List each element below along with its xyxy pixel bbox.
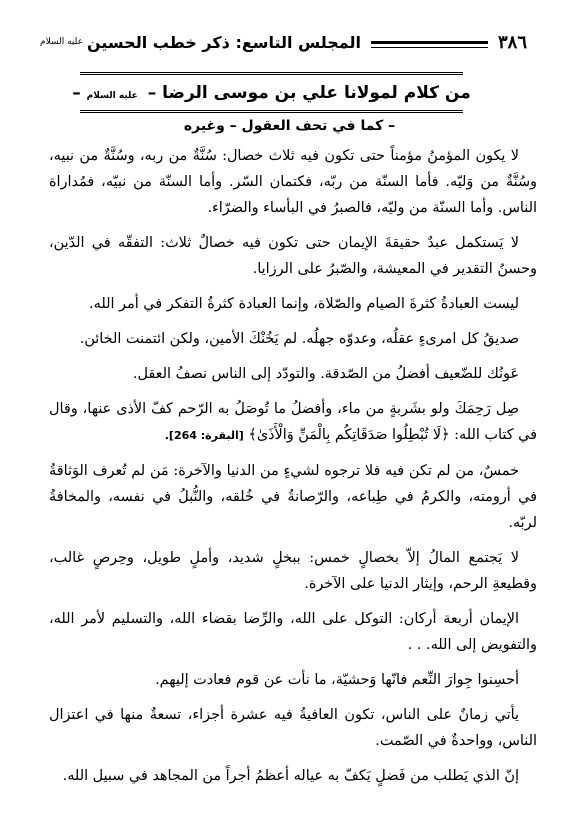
quran-citation: [البقرة: 264]. — [164, 429, 244, 442]
honorific-glyph: عليه السلام — [40, 37, 83, 47]
paragraph: لا يكون المؤمنُ مؤمناً حتى تكون فيه ثلاث خصال: سُنَّةٌ من ربه، وسُنَّةٌ من نبيه، وسُنَّةٌ من وَليّه. فأما السنّة من ربّه، فكتمان السّر. وأما السنّة من نبيّه، فمُداراة الناس. وأما السنّة من وليّه، فالصبرُ في البأساء والضرّاء. — [49, 148, 537, 216]
paragraph: لا يَجتمع المالُ إلاّ بخصالٍ خمس: ببخلٍ شديد، وأملٍ طويل، وحِرصٍ غالب، وقطيعةِ الرحم، وإيثار الدنيا على الآخرة. — [49, 550, 537, 592]
paragraph: صديقُ كل امرىءٍ عقلُه، وعدوّه جهلُه. لم يَخُنْكَ الأمين، ولكن ائتمنت الخائن. — [79, 331, 519, 347]
paragraph-text: صِل رَحِمَكَ ولو بشَربةٍ من ماء، وأفضلُ ما تُوصَلُ به الرّحم كفّ الأذى عنها، وقال في كتاب الله: ﴿لَا تُبْطِلُوا صَدَقَاتِكُم بِالْمَنِّ وَالْأَذَىٰ﴾ — [49, 401, 537, 443]
section-title — [72, 83, 470, 103]
paragraph: ليست العبادةُ كثرةَ الصيام والصّلاة، وإنما العبادة كثرةُ التفكر في أمر الله. — [89, 296, 519, 312]
source-line: – كما في تحف العقول – وغيره — [183, 118, 396, 134]
paragraph: الإيمان أربعة أركان: التوكل على الله، والرِّضا بقضاء الله، والتسليم لأمر الله، والتفويض إلى الله. . . — [49, 611, 537, 653]
paragraph: إنّ الذي يَطلب من فَضلٍ يَكفّ به عياله أعظمُ أجراً من المجاهد في سبيل الله. — [62, 768, 519, 784]
paragraph: عَونُك للضّعيف أفضلُ من الصّدقة. والتودّد إلى الناس نصفُ العقل. — [132, 366, 519, 382]
text-body — [49, 143, 537, 798]
header-rule — [371, 41, 488, 44]
section-title-text: من كلام لمولانا علي بن موسى الرضا – — [147, 82, 471, 103]
section-title-end-dash: – — [72, 82, 81, 103]
paragraph-with-citation — [49, 396, 537, 449]
paragraph: خمسٌ، من لم تكن فيه فلا ترجوه لشيءٍ من الدنيا والآخرة: مَن لم تُعرف الوَثاقةُ في أرومته، والكرمُ في طِباعه، والرّصانةُ في خُلقه، والنُّبلُ في نفسه، والمخافةُ لربّه. — [49, 463, 537, 531]
paragraph: لا يَستكمل عبدٌ حقيقةَ الإيمان حتى تكون فيه خصالٌ ثلاث: التفقّه في الدّين، وحسنُ التقدير في المعيشة، والصّبرُ على الرزايا. — [49, 235, 537, 277]
page-number: ٣٨٦ — [497, 31, 527, 53]
paragraph: أحسِنوا جِوارَ النِّعم فانّها وَحشيّة، ما نأت عن قوم فعادت إليهم. — [155, 672, 519, 688]
chapter-title: المجلس التاسع: ذكر خطب الحسين — [86, 32, 361, 52]
paragraph: يأتي زمانٌ على الناس، تكون العافيةُ فيه عشرة أجزاء، تسعةٌ منها في اعتزال الناس، وواحدةٌ في الصّمت. — [49, 707, 537, 749]
running-header — [40, 27, 527, 57]
section-heading-box — [72, 72, 471, 113]
section-honorific-glyph: عليه السلام — [86, 90, 138, 101]
